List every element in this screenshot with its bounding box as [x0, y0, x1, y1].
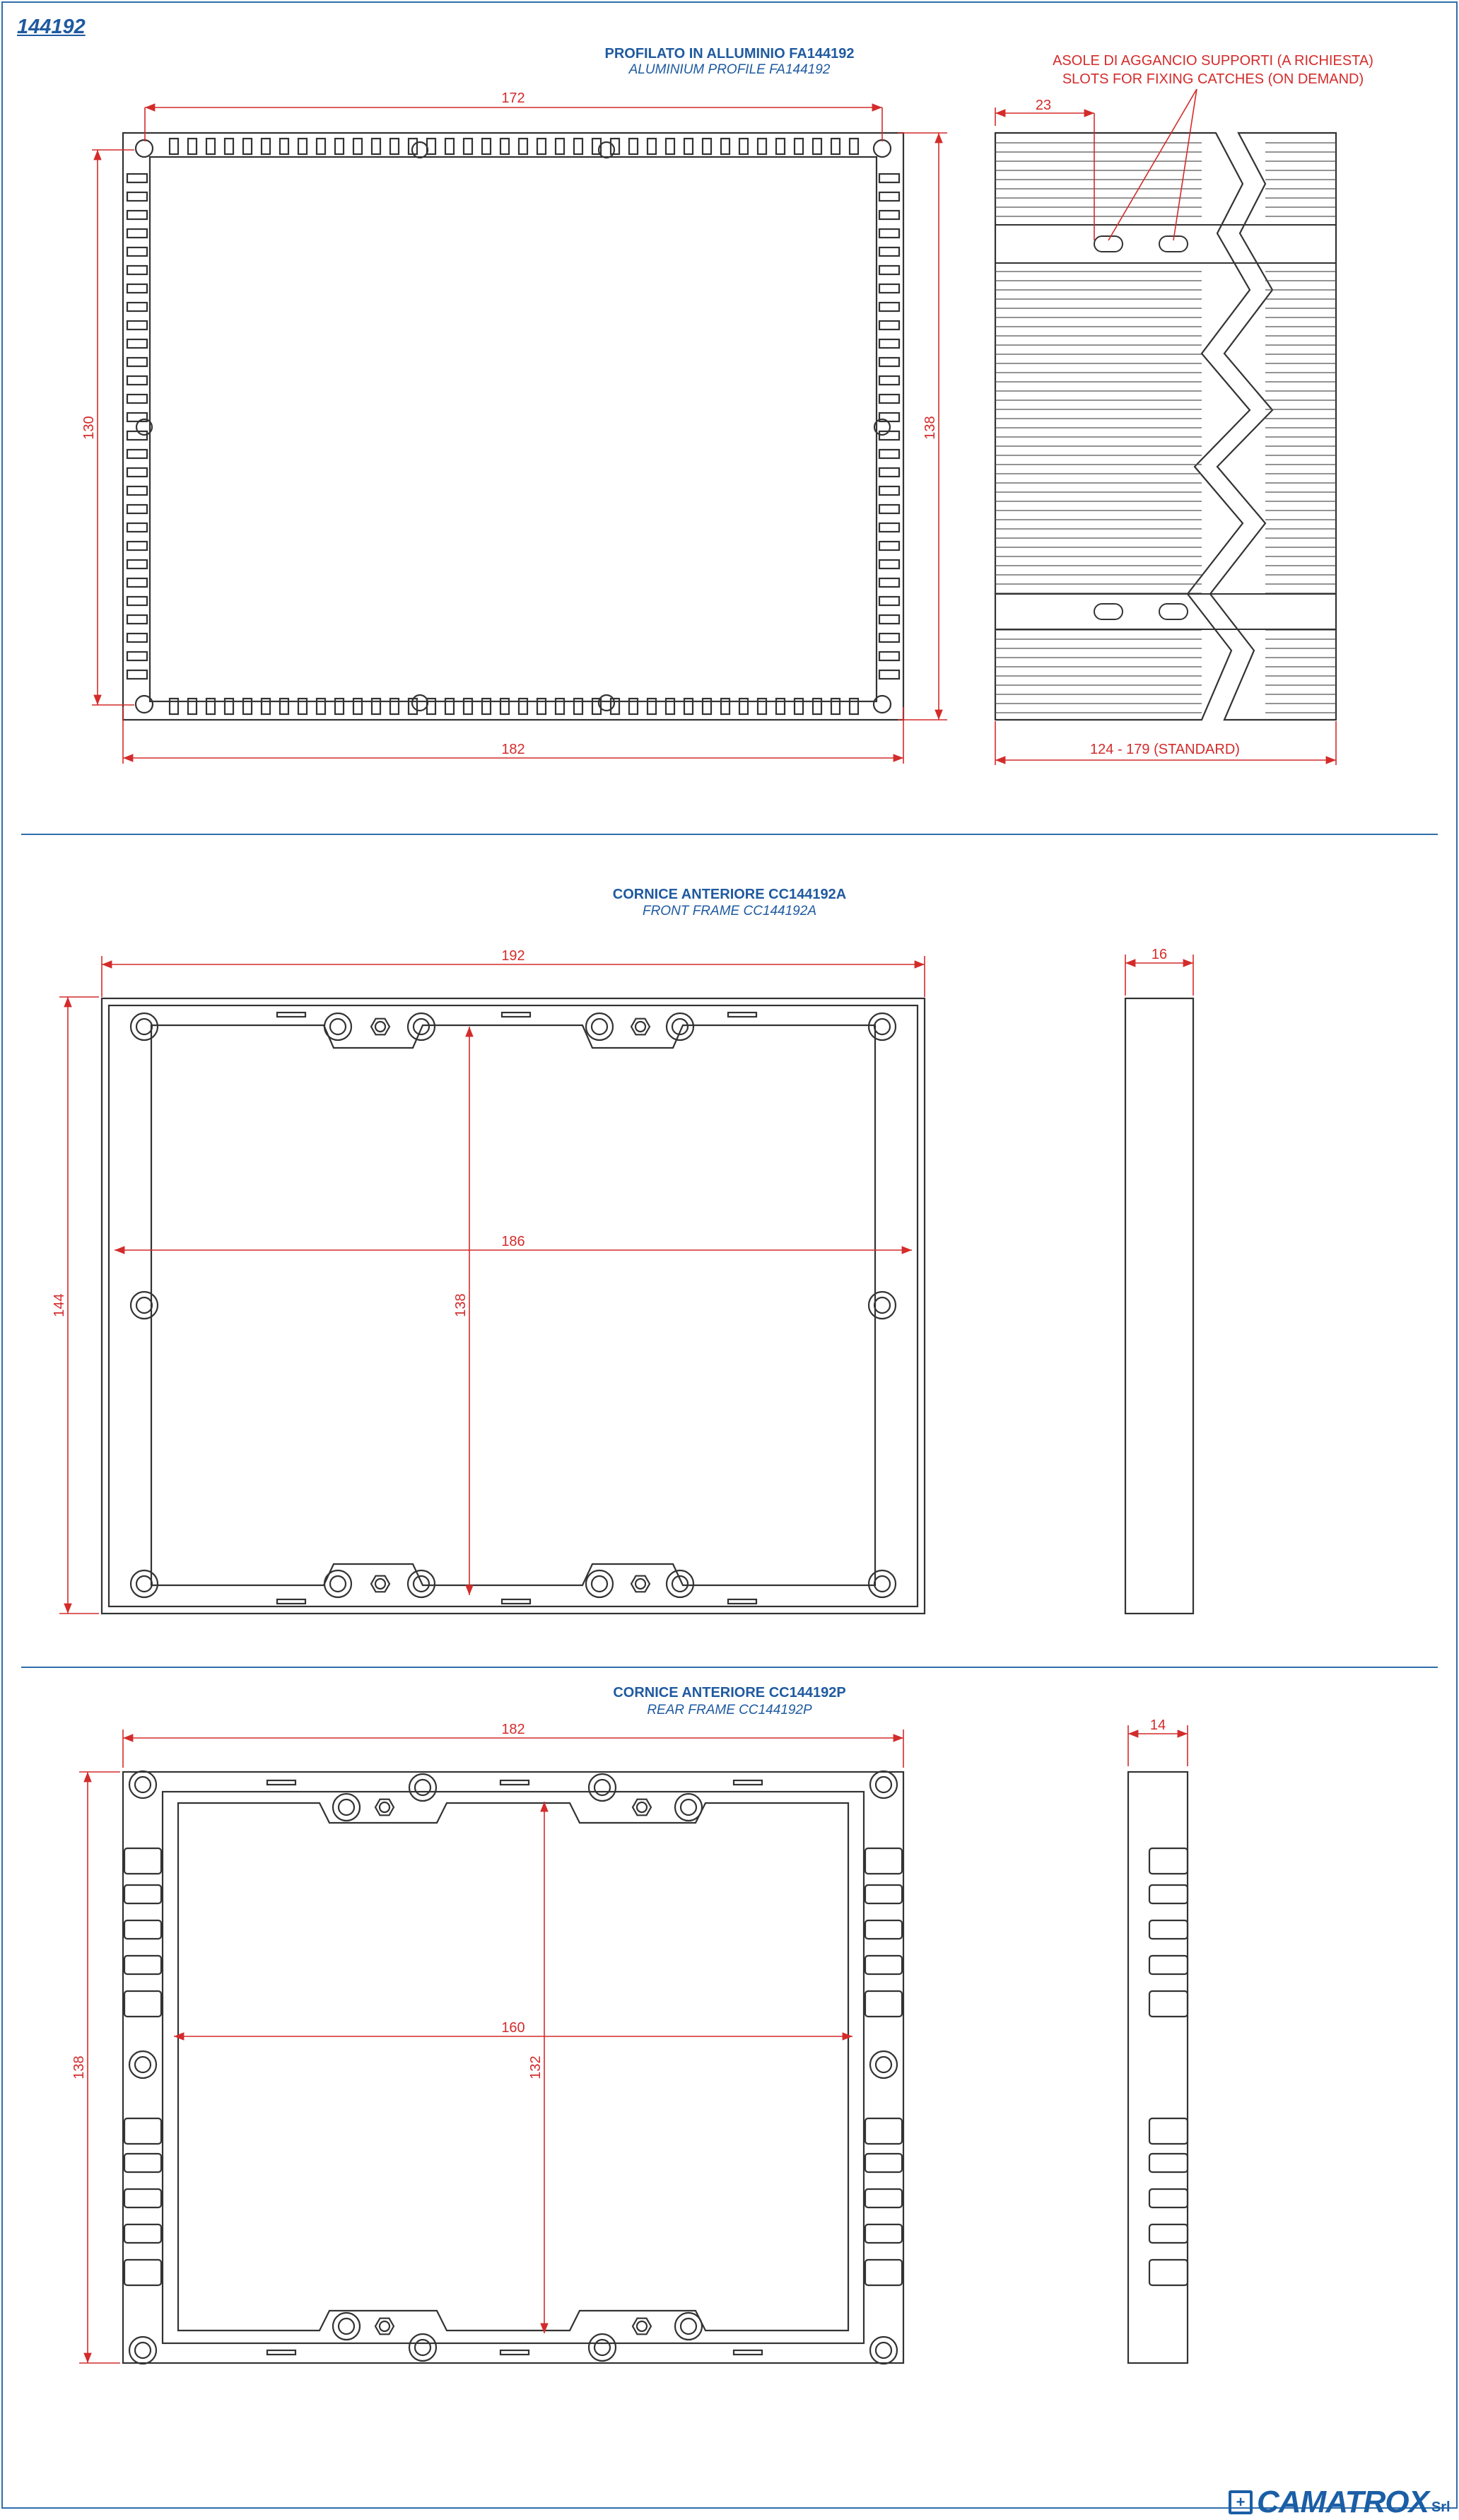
screw-channel: [874, 696, 891, 713]
rear-frame-view: [123, 1771, 903, 2364]
heat-fin: [127, 339, 147, 348]
heat-fin: [879, 523, 899, 532]
heat-fin: [879, 670, 899, 679]
screw-hole-inner: [136, 1297, 152, 1313]
profile-cross-section: [123, 133, 903, 720]
side-clip-tab: [1149, 2118, 1188, 2144]
drawing-code: 144192: [17, 16, 86, 38]
heat-fin: [280, 139, 288, 154]
clip-tab: [124, 1885, 161, 1903]
logo-suffix: Srl: [1431, 2499, 1451, 2515]
heat-fin: [127, 284, 147, 293]
side-clip-tab: [1149, 2224, 1188, 2243]
heat-fin: [879, 597, 899, 605]
heat-fin: [372, 139, 380, 154]
front-frame-title: CORNICE ANTERIORE CC144192A: [612, 887, 847, 902]
hex-nut-bore: [375, 1022, 385, 1032]
heat-fin: [879, 615, 899, 624]
side-clip-tab: [1149, 1920, 1188, 1939]
frame-rib: [728, 1599, 756, 1604]
heat-fin: [519, 139, 527, 154]
dim-rear-height: 138: [71, 2055, 87, 2079]
clip-tab: [124, 2224, 161, 2243]
side-clip-tab: [1149, 1956, 1188, 1974]
heat-fin: [795, 139, 803, 154]
screw-channel: [136, 140, 153, 157]
dim-front-inner-height: 138: [453, 1293, 469, 1317]
clip-tab: [124, 2260, 161, 2285]
screw-hole-inner: [594, 1780, 610, 1795]
screw-hole: [589, 2334, 616, 2361]
clip-tab: [124, 2189, 161, 2207]
screw-hole-inner: [592, 1019, 607, 1034]
heat-fin: [879, 578, 899, 587]
screw-channel: [412, 142, 428, 158]
logo-name: CAMATROX: [1257, 2485, 1429, 2519]
hex-nut-bore: [637, 2321, 647, 2331]
hex-nut-bore: [635, 1579, 645, 1589]
screw-hole-inner: [594, 2340, 610, 2355]
screw-hole-inner: [415, 1780, 430, 1795]
screw-hole-inner: [876, 2057, 891, 2072]
heat-fin: [170, 139, 178, 154]
side-clip-tab: [1149, 1848, 1188, 1874]
frame-lip: [109, 1005, 918, 1606]
hex-nut-bore: [380, 1802, 389, 1812]
heat-fin: [666, 139, 674, 154]
screw-hole: [675, 1794, 702, 1821]
frame-rib: [728, 1013, 756, 1017]
profile-outline: [123, 133, 903, 720]
heat-fin: [127, 450, 147, 458]
heat-fin: [879, 321, 899, 329]
heat-fin: [739, 139, 748, 154]
heat-fin: [879, 486, 899, 495]
front-frame-side: [1125, 998, 1193, 1614]
screw-hole: [333, 1794, 360, 1821]
frame-window: [151, 1025, 875, 1585]
heat-fin: [537, 139, 546, 154]
frame-rib: [502, 1013, 530, 1017]
fixing-slot: [1094, 604, 1123, 619]
clip-tab: [865, 1956, 902, 1974]
heat-fin: [879, 468, 899, 477]
heat-fin: [317, 139, 325, 154]
frame-rib: [500, 2350, 529, 2355]
side-clip-tab: [1149, 2154, 1188, 2172]
heat-fin: [703, 139, 711, 154]
heat-fin: [879, 192, 899, 201]
dim-rear-width: 182: [501, 1722, 525, 1737]
screw-hole: [131, 1013, 158, 1040]
heat-fin: [127, 321, 147, 329]
dim-rear-inner-width: 160: [501, 2020, 525, 2036]
side-clip-tab: [1149, 2189, 1188, 2207]
screw-hole: [333, 2313, 360, 2340]
rear-frame-title: CORNICE ANTERIORE CC144192P: [613, 1685, 846, 1701]
dim-rear-inner-height: 132: [528, 2055, 544, 2079]
heat-fin: [879, 634, 899, 642]
heat-fin: [629, 139, 638, 154]
heat-fin: [127, 211, 147, 219]
dim-profile-outer-height: 138: [922, 416, 938, 440]
screw-hole-inner: [681, 1799, 696, 1815]
heat-fin: [776, 139, 785, 154]
screw-hole: [324, 1570, 351, 1597]
heat-fin: [879, 450, 899, 458]
dim-profile-outer-width: 182: [501, 742, 525, 757]
heat-fin: [127, 358, 147, 366]
heat-fin: [127, 615, 147, 624]
heat-fin: [127, 266, 147, 274]
screw-hole-inner: [681, 2318, 696, 2334]
clip-tab: [124, 1991, 161, 2017]
dim-rear-depth: 14: [1149, 1717, 1166, 1733]
clip-tab: [865, 1920, 902, 1939]
heat-fin: [648, 139, 656, 154]
frame-rib: [500, 1780, 529, 1785]
heat-fin: [206, 139, 215, 154]
heat-fin: [879, 376, 899, 385]
screw-hole: [869, 1570, 896, 1597]
screw-hole: [324, 1013, 351, 1040]
screw-hole-inner: [136, 1576, 152, 1592]
frame-rib: [267, 2350, 295, 2355]
front-frame-view: [102, 998, 925, 1614]
heat-fin: [574, 139, 582, 154]
screw-hole: [131, 1292, 158, 1319]
heat-fin: [879, 174, 899, 182]
side-clip-tab: [1149, 1885, 1188, 1903]
screw-hole-inner: [339, 1799, 354, 1815]
fixing-slot: [1159, 604, 1188, 619]
heat-fin: [684, 139, 693, 154]
side-piece-right: [1210, 133, 1336, 720]
heat-fin: [127, 578, 147, 587]
screw-hole-inner: [135, 2343, 151, 2358]
heat-fin: [127, 634, 147, 642]
heat-fin: [127, 542, 147, 550]
heat-fin: [464, 139, 472, 154]
dim-profile-length: 124 - 179 (STANDARD): [1090, 742, 1240, 757]
camatrox-logo-icon: +: [1229, 2490, 1253, 2514]
screw-hole: [586, 1013, 613, 1040]
frame-rib: [267, 1780, 295, 1785]
profile-title: PROFILATO IN ALLUMINIO FA144192: [604, 46, 855, 62]
heat-fin: [556, 139, 564, 154]
screw-hole: [870, 2051, 897, 2078]
screw-channel: [874, 140, 891, 157]
rear-frame-outline: [123, 1772, 903, 2363]
side-clip-tab: [1149, 2260, 1188, 2285]
heat-fin: [127, 486, 147, 495]
dim-profile-inner-width: 172: [501, 91, 525, 106]
profile-inner-cavity: [150, 157, 877, 701]
clip-tab: [865, 1848, 902, 1874]
heat-fin: [127, 560, 147, 568]
rear-frame-subtitle: REAR FRAME CC144192P: [647, 1703, 812, 1717]
screw-hole: [869, 1013, 896, 1040]
screw-hole: [675, 2313, 702, 2340]
heat-fin: [879, 247, 899, 256]
clip-tab: [865, 2224, 902, 2243]
heat-fin: [127, 468, 147, 477]
screw-hole-inner: [874, 1019, 890, 1034]
frame-outline: [102, 998, 925, 1614]
clip-tab: [124, 1920, 161, 1939]
screw-hole: [870, 2337, 897, 2364]
clip-tab: [865, 1991, 902, 2017]
frame-rib: [734, 2350, 762, 2355]
heat-fin: [427, 139, 435, 154]
heat-fin: [298, 139, 307, 154]
heat-fin: [879, 413, 899, 421]
heat-fin: [127, 247, 147, 256]
slots-note-en: SLOTS FOR FIXING CATCHES (ON DEMAND): [1062, 71, 1364, 87]
screw-hole: [129, 2337, 156, 2364]
screw-hole-inner: [339, 2318, 354, 2334]
rear-frame-side: [1128, 1772, 1188, 2363]
frame-rib: [502, 1599, 530, 1604]
frame-rib: [277, 1013, 305, 1017]
dim-slot-offset: 23: [1035, 98, 1052, 113]
heat-fin: [127, 413, 147, 421]
fixing-slot: [1094, 236, 1123, 252]
frame-rib: [734, 1780, 762, 1785]
heat-fin: [758, 139, 766, 154]
screw-hole-inner: [135, 2057, 151, 2072]
heat-fin: [127, 395, 147, 403]
heat-fin: [879, 505, 899, 513]
clip-tab: [865, 2118, 902, 2144]
sheet-border: [2, 2, 1457, 2508]
heat-fin: [127, 505, 147, 513]
heat-fin: [225, 139, 233, 154]
clip-tab: [124, 2154, 161, 2172]
screw-hole: [869, 1292, 896, 1319]
screw-hole-inner: [330, 1019, 346, 1034]
heat-fin: [879, 284, 899, 293]
heat-fin: [879, 395, 899, 403]
front-frame-subtitle: FRONT FRAME CC144192A: [642, 904, 817, 918]
screw-hole-inner: [592, 1576, 607, 1592]
screw-hole: [129, 2051, 156, 2078]
clip-tab: [865, 2189, 902, 2207]
screw-channel: [412, 695, 428, 711]
rear-frame-dimensions: [79, 1725, 1188, 2363]
heat-fin: [850, 139, 858, 154]
dim-front-inner-width: 186: [501, 1234, 525, 1249]
heat-fin: [482, 139, 491, 154]
screw-hole: [667, 1013, 693, 1040]
side-view-dimensions: [995, 89, 1336, 765]
screw-hole: [129, 1771, 156, 1798]
heat-fin: [127, 652, 147, 660]
profile-side-view: [995, 133, 1336, 720]
heat-fin: [879, 652, 899, 660]
heat-fin: [879, 339, 899, 348]
dim-front-width: 192: [501, 948, 525, 964]
screw-hole: [409, 2334, 436, 2361]
screw-hole: [589, 1774, 616, 1801]
company-logo: [1229, 2486, 1451, 2519]
clip-tab: [124, 2118, 161, 2144]
screw-hole-inner: [874, 1297, 890, 1313]
heat-fin: [188, 139, 197, 154]
heat-fin: [127, 303, 147, 311]
screw-hole: [870, 1771, 897, 1798]
heat-fin: [127, 376, 147, 385]
hex-nut-bore: [375, 1579, 385, 1589]
clip-tab: [124, 1848, 161, 1874]
heat-fin: [500, 139, 509, 154]
heat-fin: [879, 560, 899, 568]
heat-fin: [879, 266, 899, 274]
rear-frame-lip: [163, 1792, 864, 2343]
heat-fin: [611, 139, 619, 154]
screw-hole: [586, 1570, 613, 1597]
heat-fin: [127, 670, 147, 679]
clip-tab: [865, 2260, 902, 2285]
heat-fin: [879, 358, 899, 366]
screw-channel: [136, 696, 153, 713]
screw-hole-inner: [876, 1777, 891, 1792]
dim-front-height: 144: [52, 1293, 67, 1317]
heat-fin: [879, 542, 899, 550]
heat-fin: [721, 139, 730, 154]
dim-front-depth: 16: [1151, 947, 1168, 962]
heat-fin: [127, 229, 147, 238]
heat-fin: [335, 139, 344, 154]
screw-hole-inner: [136, 1019, 152, 1034]
clip-tab: [124, 1956, 161, 1974]
hex-nut-bore: [637, 1802, 647, 1812]
heat-fin: [879, 303, 899, 311]
heat-fin: [262, 139, 270, 154]
heat-fin: [127, 174, 147, 182]
heat-fin: [243, 139, 252, 154]
heat-fin: [813, 139, 821, 154]
heat-fin: [390, 139, 399, 154]
heat-fin: [353, 139, 362, 154]
heat-fin: [127, 597, 147, 605]
screw-hole-inner: [330, 1576, 346, 1592]
hex-nut-bore: [635, 1022, 645, 1032]
frame-rib: [277, 1599, 305, 1604]
screw-hole-inner: [874, 1576, 890, 1592]
heat-fin: [879, 211, 899, 219]
side-clip-tab: [1149, 1991, 1188, 2017]
profile-subtitle: ALUMINIUM PROFILE FA144192: [628, 62, 831, 77]
heat-fin: [879, 229, 899, 238]
clip-tab: [865, 1885, 902, 1903]
heat-fin: [127, 523, 147, 532]
heat-fin: [831, 139, 840, 154]
slots-note-it: ASOLE DI AGGANCIO SUPPORTI (A RICHIESTA): [1053, 53, 1373, 69]
screw-hole-inner: [135, 1777, 151, 1792]
front-frame-dimensions: [59, 955, 1193, 1614]
heat-fin: [445, 139, 454, 154]
heat-fin: [127, 192, 147, 201]
dim-profile-inner-height: 130: [81, 416, 97, 440]
screw-hole: [409, 1774, 436, 1801]
profile-dimensions: [92, 107, 947, 764]
screw-hole-inner: [876, 2343, 891, 2358]
side-piece-left: [995, 133, 1250, 720]
hex-nut-bore: [380, 2321, 389, 2331]
rear-side-body: [1128, 1772, 1188, 2363]
screw-hole-inner: [415, 2340, 430, 2355]
rear-frame-window: [178, 1803, 848, 2331]
screw-hole: [667, 1570, 693, 1597]
clip-tab: [865, 2154, 902, 2172]
screw-hole: [131, 1570, 158, 1597]
